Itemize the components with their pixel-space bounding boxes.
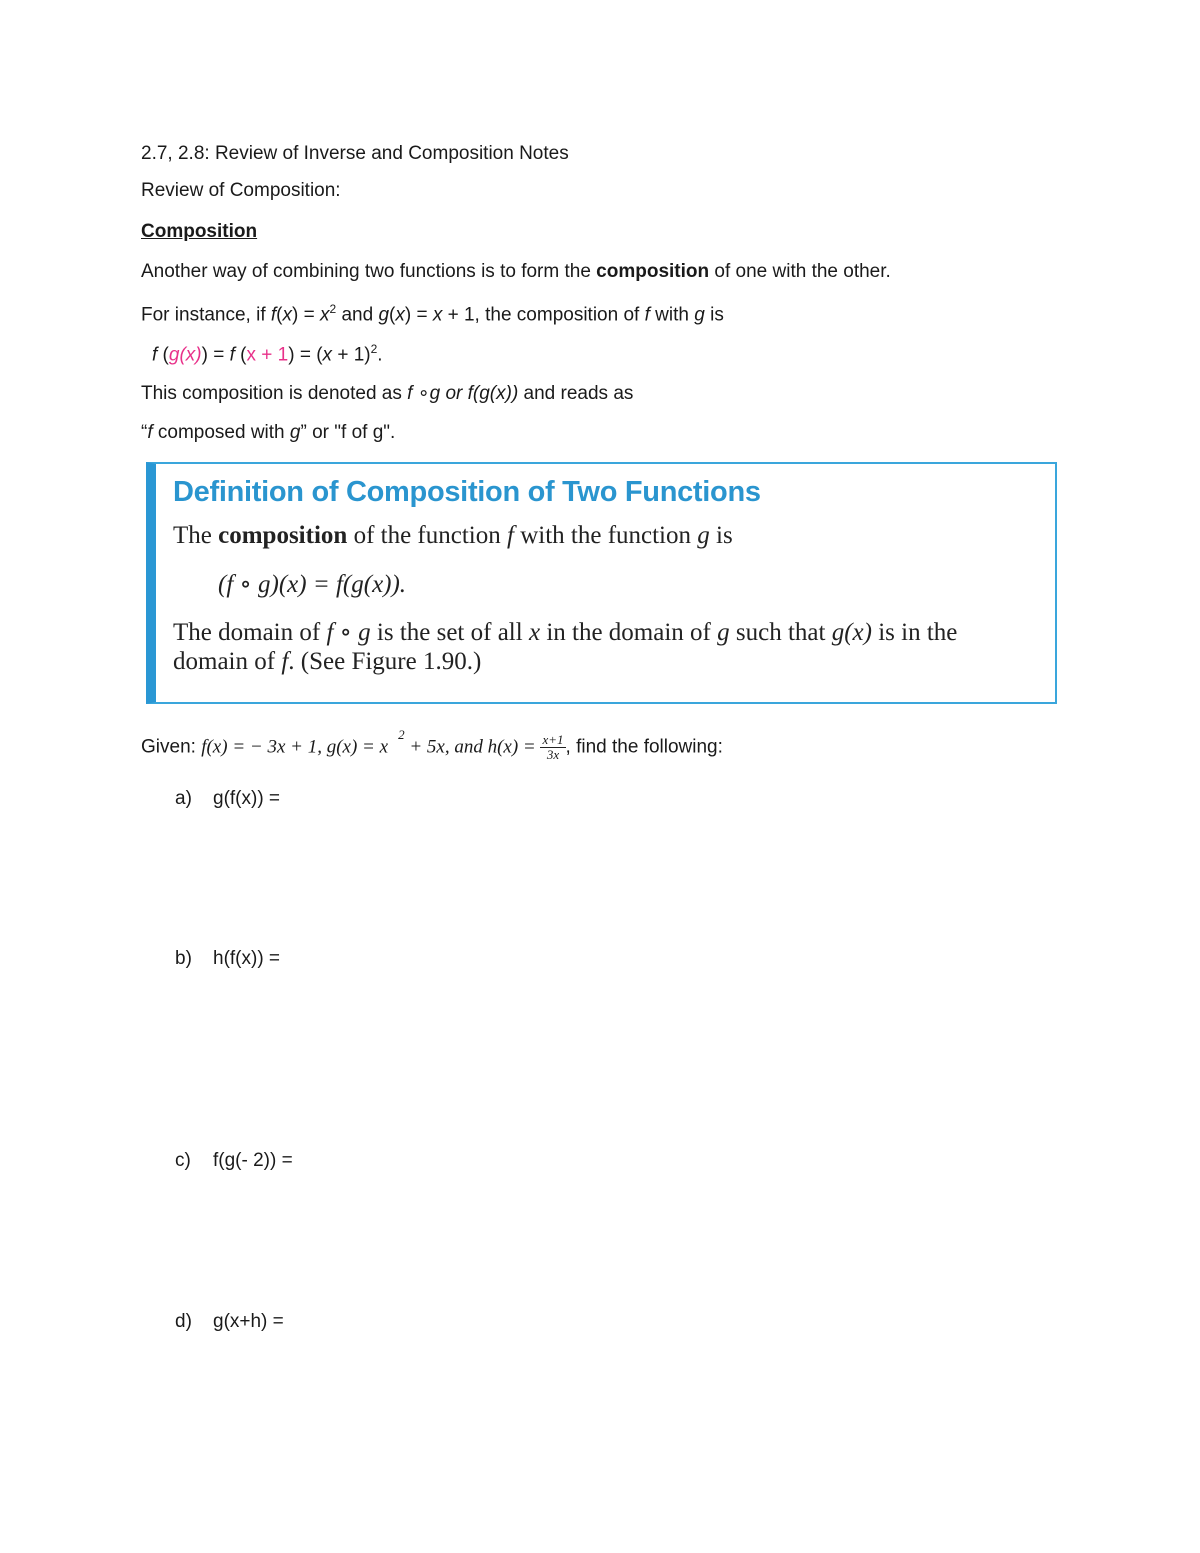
text: is: [704, 304, 724, 326]
text: ) =: [201, 344, 230, 366]
definition-formula: (f ∘ g)(x) = f(g(x)).: [218, 571, 407, 598]
question-a: [175, 788, 280, 810]
text: The domain of: [173, 619, 327, 646]
intro-line-2: [141, 302, 724, 326]
definition-box: [146, 462, 1057, 704]
text: (: [276, 304, 283, 326]
question-text: f(g(- 2)) =: [213, 1150, 293, 1171]
question-letter: c): [175, 1150, 191, 1171]
fraction-numerator: x+1: [542, 732, 564, 747]
text: ) =: [292, 304, 320, 326]
superscript: 2: [398, 727, 405, 743]
function-definitions: f(x) = − 3x + 1, g(x) = x: [201, 736, 389, 758]
intro-line-1: [141, 261, 891, 283]
var-x: x: [528, 619, 541, 646]
composition-symbol: f ∘ g: [326, 619, 371, 646]
intro-text: Another way of combining two functions is to form the: [141, 261, 597, 282]
text: The: [173, 522, 219, 549]
section-heading: Composition: [141, 221, 258, 242]
definition-line-3: [173, 617, 957, 647]
text: ) = (: [288, 344, 323, 366]
text: and: [336, 304, 379, 326]
var-g: g: [717, 619, 730, 646]
definition-title: Definition of Composition of Two Functions: [173, 476, 761, 508]
question-b: [175, 948, 280, 970]
var-x: x: [395, 304, 405, 326]
intro-line-5: [141, 422, 395, 444]
text: such that: [729, 619, 832, 646]
text: + 1): [332, 344, 371, 366]
question-letter: a): [175, 788, 192, 809]
question-text: h(f(x)) =: [213, 948, 281, 969]
given-label: Given:: [141, 736, 202, 758]
question-text: g(f(x)) =: [213, 788, 281, 809]
var-x: x: [319, 304, 330, 326]
text: with: [649, 304, 695, 326]
intro-line-3: [152, 342, 383, 366]
intro-bold: composition: [596, 261, 710, 282]
text: For instance, if: [141, 304, 271, 326]
text: with the function: [513, 522, 698, 549]
given-end: , find the following:: [565, 736, 723, 758]
page-title: 2.7, 2.8: Review of Inverse and Composition Notes: [141, 143, 569, 164]
text: ) =: [404, 304, 433, 326]
function-definitions-rest: + 5x, and h(x) =: [404, 736, 541, 758]
subtitle: Review of Composition:: [141, 180, 341, 201]
highlight-gx: g(x): [168, 344, 202, 366]
text: is the set of all: [370, 619, 529, 646]
given-line: [141, 727, 723, 762]
highlight-x-plus-1: x + 1: [246, 344, 289, 366]
var-f: f: [507, 522, 514, 549]
g-of-x: g(x): [831, 619, 872, 646]
var-g: g: [289, 422, 301, 443]
definition-line-1: [173, 522, 733, 550]
var-f: f: [644, 304, 650, 326]
text: (: [157, 344, 169, 366]
text: ” or "f of g".: [300, 422, 396, 443]
text: “: [141, 422, 148, 443]
text: in the domain of: [540, 619, 718, 646]
fraction-denominator: 3x: [546, 747, 560, 762]
notation: f ∘g or f(g(x)): [407, 383, 519, 404]
question-letter: d): [175, 1311, 192, 1332]
text: . (See Figure 1.90.): [288, 648, 482, 675]
text: and reads as: [518, 383, 634, 404]
text: is in the: [871, 619, 958, 646]
text: (: [234, 344, 247, 366]
text: (: [389, 304, 396, 326]
definition-line-4: [173, 648, 481, 676]
intro-line-4: [141, 382, 633, 405]
var-x: x: [282, 304, 292, 326]
var-f: f: [147, 422, 153, 443]
bold-term: composition: [218, 522, 348, 549]
question-letter: b): [175, 948, 192, 969]
fraction: [540, 733, 565, 762]
superscript: 2: [329, 302, 337, 316]
text: is: [709, 522, 733, 549]
var-f: f: [270, 304, 277, 326]
var-f: f: [152, 344, 158, 366]
text: + 1, the composition of: [442, 304, 645, 326]
text: This composition is denoted as: [141, 383, 408, 404]
question-d: [175, 1311, 284, 1333]
var-g: g: [694, 304, 705, 326]
var-x: x: [322, 344, 333, 366]
question-c: [175, 1150, 293, 1172]
var-g: g: [378, 304, 390, 326]
text: composed with: [152, 422, 290, 443]
var-f: f: [229, 344, 235, 366]
question-text: g(x+h) =: [213, 1311, 284, 1332]
var-g: g: [697, 522, 710, 549]
text: .: [377, 344, 383, 366]
text: of the function: [347, 522, 507, 549]
var-f: f: [281, 648, 289, 675]
var-x: x: [432, 304, 443, 326]
superscript: 2: [370, 342, 378, 356]
text: domain of: [173, 648, 282, 675]
intro-text: of one with the other.: [709, 261, 891, 282]
